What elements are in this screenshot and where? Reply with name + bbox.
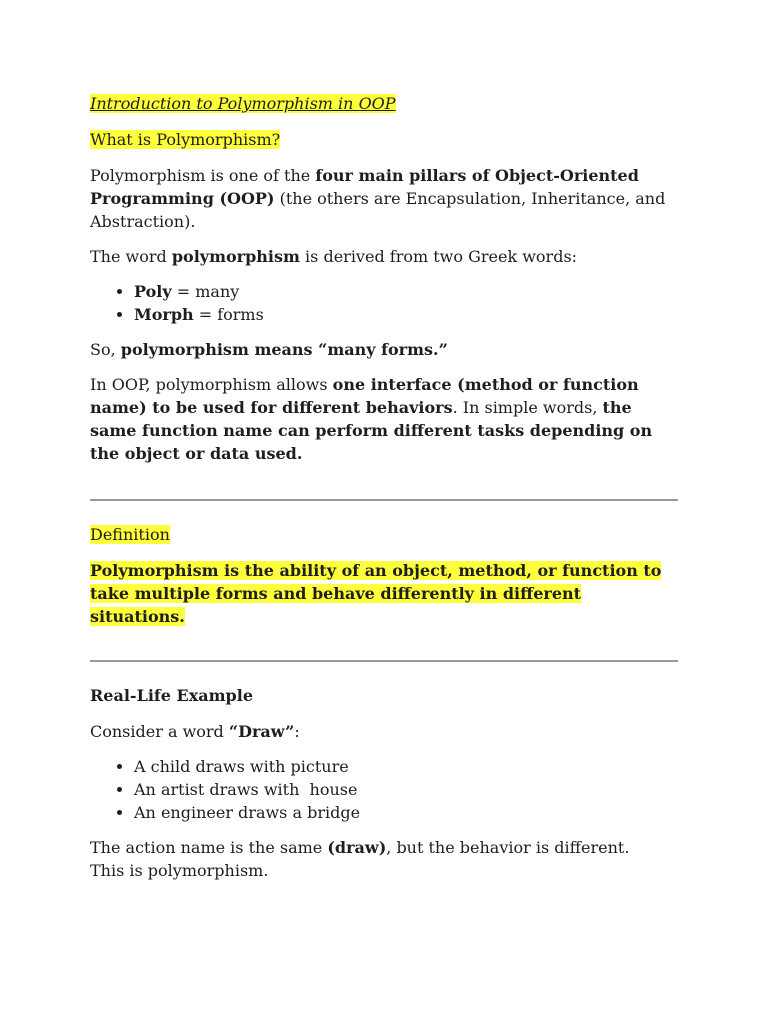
list-item: • Poly = many (134, 280, 680, 303)
section-heading-definition: Definition (90, 525, 170, 544)
word-origin-paragraph: The word polymorphism is derived from two Greek words: (90, 247, 578, 266)
list-item: • Morph = forms (134, 303, 680, 326)
oop-paragraph: In OOP, polymorphism allows one interface (method or function name) to be used for different behaviors. In simple words, the same function name can perform different tasks depending on the object or data used. (90, 375, 653, 463)
examples-list (90, 755, 680, 824)
intro-paragraph: Polymorphism is one of the four main pillars of Object-Oriented Programming (OOP) (the others are Encapsulation, Inheritance, and Abstraction). (90, 166, 666, 231)
meaning-paragraph: So, polymorphism means “many forms.” (90, 340, 448, 359)
list-item: • An engineer draws a bridge (134, 801, 680, 824)
list-item: • An artist draws with house (134, 778, 680, 801)
consider-paragraph: Consider a word “Draw”: (90, 722, 300, 741)
section-heading-real-life: Real-Life Example (90, 686, 253, 705)
conclusion-line: This is polymorphism. (90, 861, 269, 880)
document-title: Introduction to Polymorphism in OOP (90, 94, 396, 113)
list-item: • A child draws with picture (134, 755, 680, 778)
definition-paragraph: Polymorphism is the ability of an object, method, or function to take multiple forms and behave differently in different situations. (90, 561, 662, 626)
greek-words-list (90, 280, 680, 326)
section-heading-what-is: What is Polymorphism? (90, 130, 281, 149)
action-paragraph: The action name is the same (draw), but the behavior is different. (90, 838, 630, 857)
document-page (90, 92, 680, 882)
